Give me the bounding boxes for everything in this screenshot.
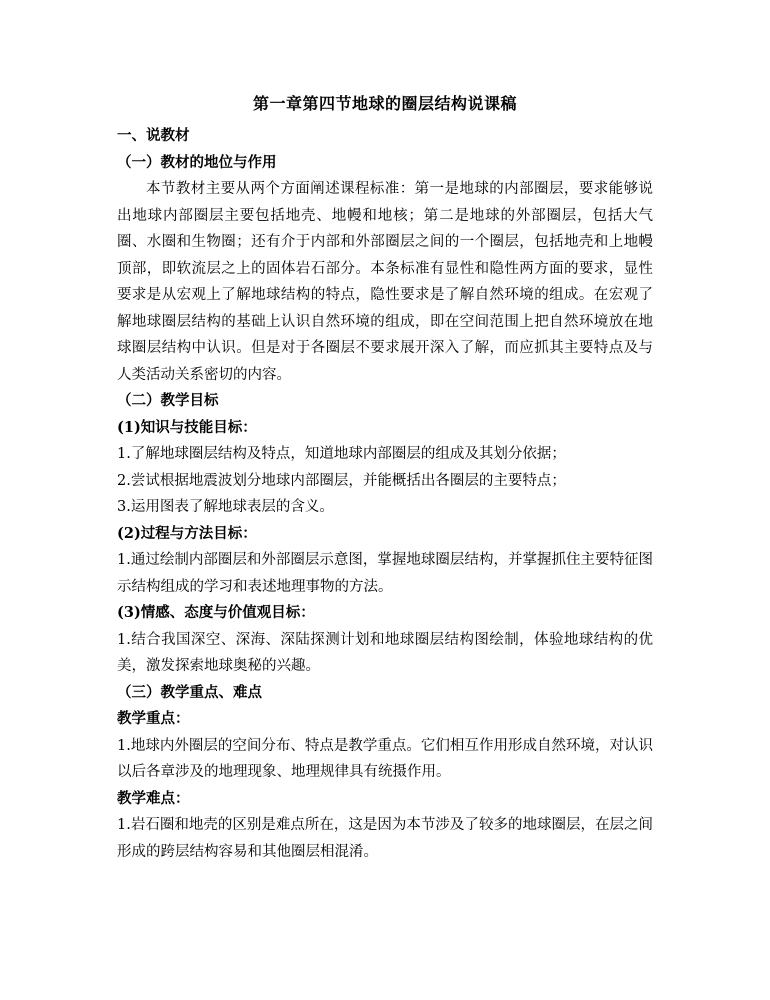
goal-item: 2.尝试根据地震波划分地球内部圈层，并能概括出各圈层的主要特点；	[117, 472, 566, 489]
goal-heading-attitude: (3)情感、态度与价值观目标：	[117, 604, 315, 621]
key-point-text: 1.地球内外圈层的空间分布、特点是教学重点。它们相互作用形成自然环境，对认识以后各章涉及的地理现象、地理规律具有统摄作用。	[117, 737, 653, 780]
goal-heading-knowledge: (1)知识与技能目标：	[117, 418, 257, 436]
document-page	[117, 94, 653, 865]
section-heading-1: 一、说教材	[117, 127, 190, 144]
subsection-heading-1: （一）教材的地位与作用	[117, 153, 277, 171]
subsection-heading-2: （二）教学目标	[117, 392, 219, 409]
goal-item: 3.运用图表了解地球表层的含义。	[117, 499, 334, 515]
difficulty-text: 1.岩石圈和地壳的区别是难点所在，这是因为本节涉及了较多的地球圈层，在层之间形成的跨层结构容易和其他圈层相混淆。	[117, 817, 653, 860]
goal-heading-process: (2)过程与方法目标：	[117, 524, 257, 542]
goal-process-text: 1.通过绘制内部圈层和外部圈层示意图，掌握地球圈层结构，并掌握抓住主要特征图示结构组成的学习和表述地理事物的方法。	[117, 552, 653, 595]
document-title: 第一章第四节地球的圈层结构说课稿	[252, 94, 517, 113]
difficulty-heading: 教学难点：	[117, 789, 190, 807]
key-point-heading: 教学重点：	[117, 710, 190, 727]
goal-item: 1.了解地球圈层结构及特点，知道地球内部圈层的组成及其划分依据；	[117, 446, 566, 462]
paragraph-textbook-role: 本节教材主要从两个方面阐述课程标准：第一是地球的内部圈层，要求能够说出地球内部圈层主要包括地壳、地幔和地核；第二是地球的外部圈层，包括大气圈、水圈和生物圈；还有介于内部和外部圈层之间的一个圈层，包括地壳和上地幔顶部，即软流层之上的固体岩石部分。本条标准有显性和隐性两方面的要求，显性要求是从宏观上了解地球结构的特点，隐性要求是了解自然环境的组成。在宏观了解地球圈层结构的基础上认识自然环境的组成，即在空间范围上把自然环境放在地球圈层结构中认识。但是对于各圈层不要求展开深入了解，而应抓其主要特点及与人类活动关系密切的内容。	[117, 181, 653, 383]
goal-attitude-text: 1.结合我国深空、深海、深陆探测计划和地球圈层结构图绘制，体验地球结构的优美，激发探索地球奥秘的兴趣。	[117, 631, 653, 674]
subsection-heading-3: （三）教学重点、难点	[117, 683, 262, 701]
